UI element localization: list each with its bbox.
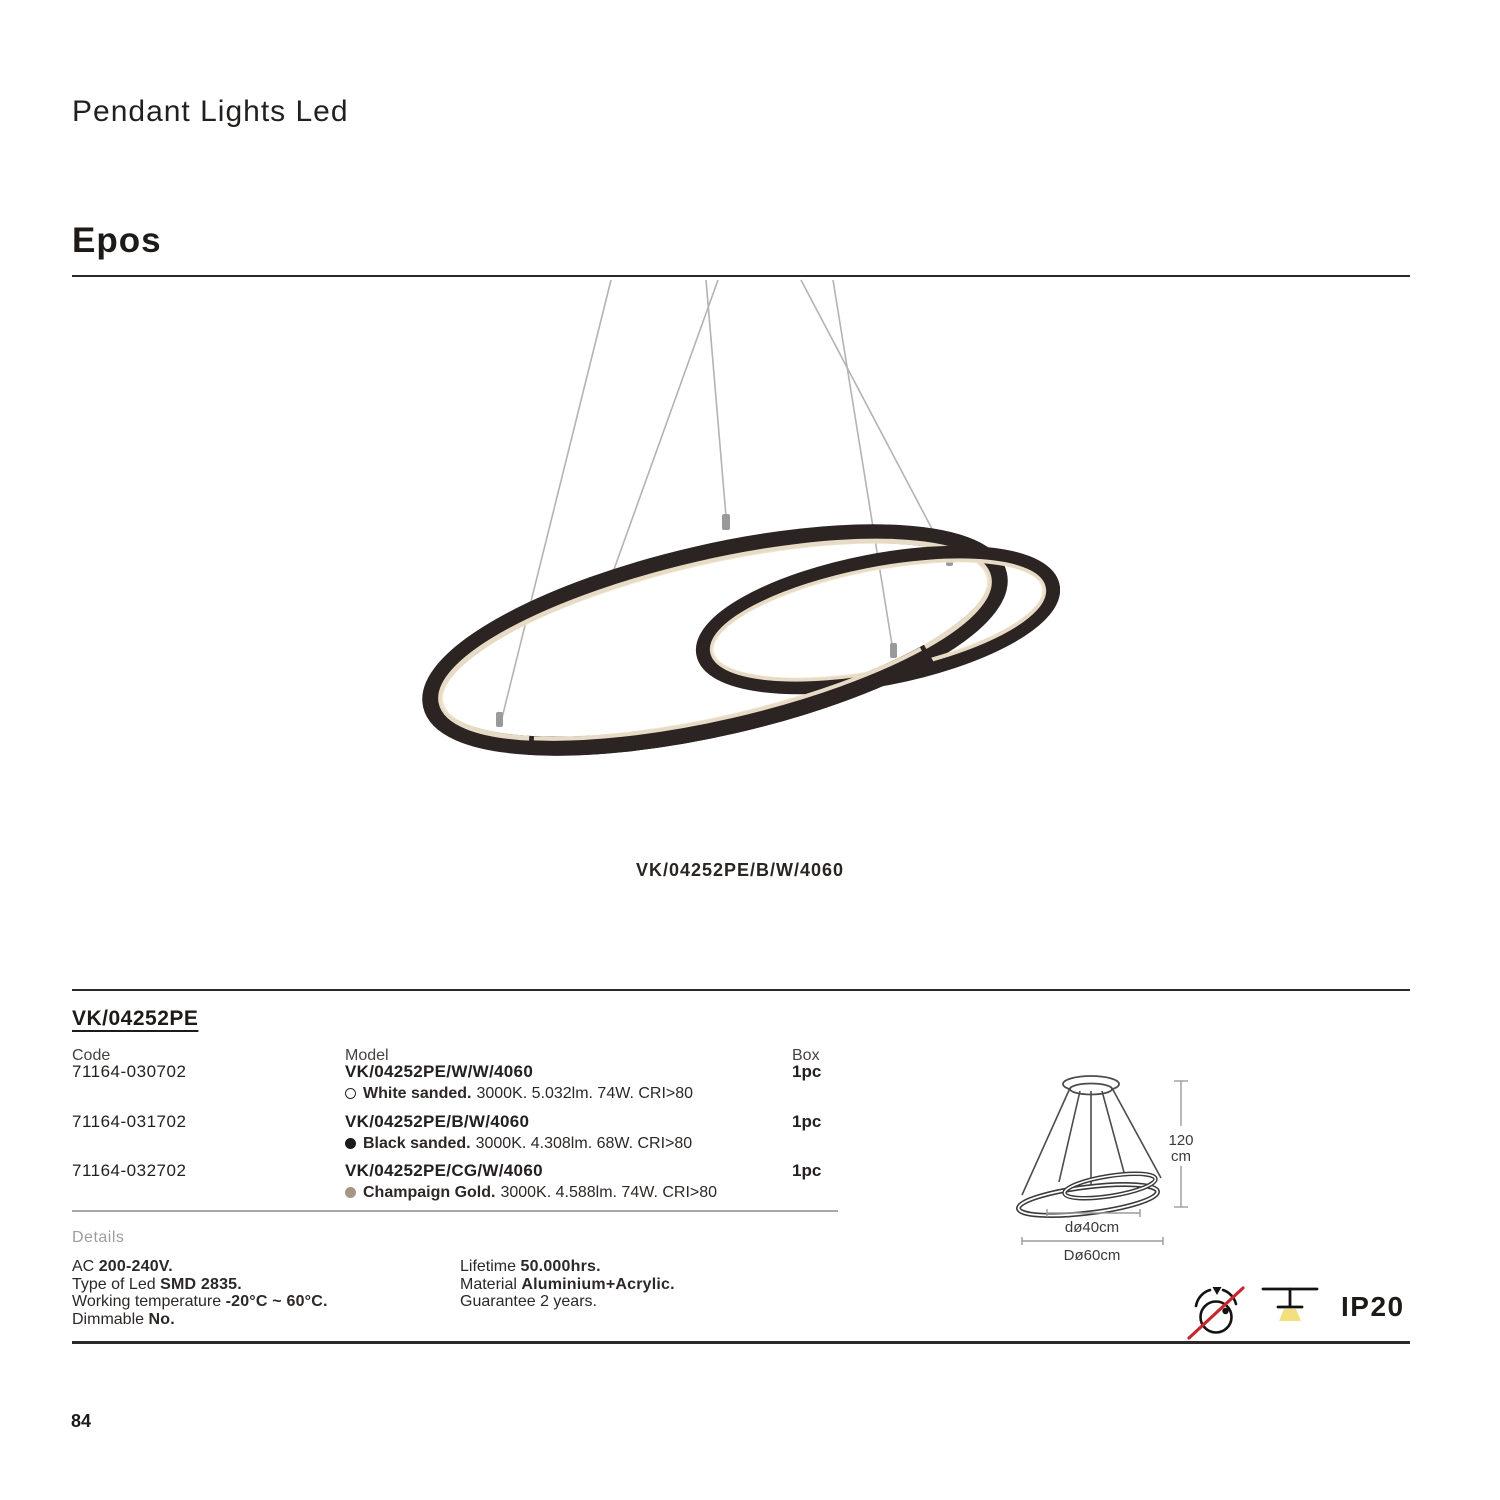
order-code: 71164-032702 xyxy=(72,1161,187,1180)
order-code: 71164-030702 xyxy=(72,1062,187,1081)
suspension-cable xyxy=(500,280,611,726)
finish-swatch xyxy=(345,1138,356,1149)
finish-name: Black sanded. xyxy=(363,1135,471,1152)
dial-dot xyxy=(1222,1308,1228,1314)
section-divider-top xyxy=(72,989,1410,991)
model-specs xyxy=(345,1085,775,1103)
detail-row: AC 200-240V. xyxy=(72,1258,173,1275)
model-number: VK/04252PE/B/W/4060 xyxy=(345,1112,530,1131)
product-name: Epos xyxy=(72,221,162,260)
category-title: Pendant Lights Led xyxy=(72,95,349,128)
photo-caption: VK/04252PE/B/W/4060 xyxy=(635,860,845,880)
outer-diameter-label: Dø60cm xyxy=(1063,1247,1121,1264)
spec-text: 3000K. 4.308lm. 68W. CRI>80 xyxy=(475,1135,693,1152)
suspension-cable xyxy=(608,280,718,586)
page-number: 84 xyxy=(71,1411,92,1431)
height-unit: cm xyxy=(1171,1148,1191,1165)
details-title: Details xyxy=(72,1229,125,1246)
box-quantity: 1pc xyxy=(792,1112,822,1131)
height-value: 120 xyxy=(1168,1132,1194,1149)
table-bottom-divider xyxy=(72,1210,838,1212)
header-code: Code xyxy=(72,1047,111,1064)
box-quantity: 1pc xyxy=(792,1062,822,1081)
finish-swatch xyxy=(345,1187,356,1198)
spec-text: 3000K. 5.032lm. 74W. CRI>80 xyxy=(476,1085,694,1102)
suspension-cable xyxy=(801,280,951,565)
suspension-cable xyxy=(833,280,894,657)
detail-row: Lifetime 50.000hrs. xyxy=(460,1258,601,1275)
dimension-diagram xyxy=(995,1060,1225,1275)
outer-diameter-line xyxy=(1022,1237,1163,1245)
finish-swatch xyxy=(345,1088,356,1099)
spec-text: 3000K. 4.588lm. 74W. CRI>80 xyxy=(500,1184,718,1201)
finish-name: White sanded. xyxy=(363,1085,472,1102)
inner-diameter-label: dø40cm xyxy=(1064,1219,1120,1236)
product-photo xyxy=(400,278,1060,838)
detail-row: Material Aluminium+Acrylic. xyxy=(460,1275,675,1293)
detail-row: Dimmable No. xyxy=(72,1310,175,1328)
dial-pointer xyxy=(1213,1287,1222,1295)
not-allowed-strike xyxy=(1189,1288,1243,1338)
pendant-ceiling-icon xyxy=(1261,1283,1319,1331)
detail-row: Guarantee 2 years. xyxy=(460,1293,597,1311)
detail-row: Working temperature -20°C ~ 60°C. xyxy=(72,1293,328,1311)
model-specs xyxy=(345,1135,775,1153)
model-number: VK/04252PE/W/W/4060 xyxy=(345,1062,534,1081)
details-left-column xyxy=(72,1258,328,1328)
order-code: 71164-031702 xyxy=(72,1112,187,1131)
divider-under-product-name xyxy=(72,275,1410,277)
dimmer-crossed-icon xyxy=(1186,1281,1248,1341)
header-box: Box xyxy=(792,1047,820,1064)
light-glow xyxy=(1279,1309,1301,1321)
box-quantity: 1pc xyxy=(792,1161,822,1180)
suspension-cable xyxy=(706,280,727,528)
model-specs xyxy=(345,1184,775,1202)
header-model: Model xyxy=(345,1047,389,1064)
suspension-cables xyxy=(500,280,951,726)
outer-ring-front-arc xyxy=(529,649,929,746)
ip-rating-badge: IP20 xyxy=(1341,1291,1405,1322)
detail-row: Type of Led SMD 2835. xyxy=(72,1275,242,1293)
section-divider-bottom xyxy=(72,1341,1410,1344)
model-number: VK/04252PE/CG/W/4060 xyxy=(345,1161,543,1180)
product-code-title: VK/04252PE xyxy=(72,1007,199,1030)
details-right-column xyxy=(460,1258,675,1311)
finish-name: Champaign Gold. xyxy=(363,1184,496,1201)
